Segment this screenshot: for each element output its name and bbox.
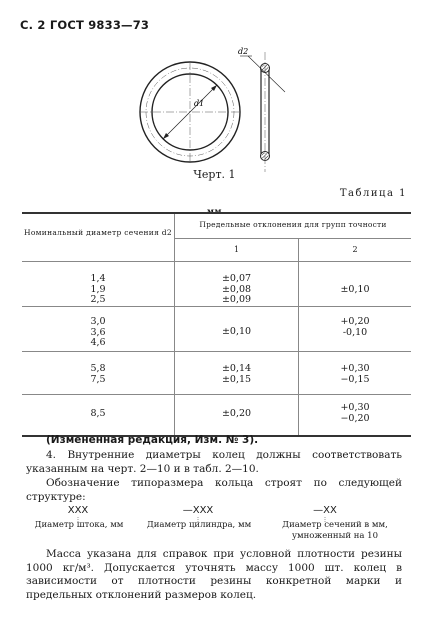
header-cell-group-2: [299, 239, 412, 262]
d2-label: d2: [238, 47, 249, 56]
paragraph-mass: Масса указана для справок при условной плотности резины 1000 кг/м³. Допускается уточнять массу 1000 шт. колец в зависимости от плотности резины конкретной марки и предельных отклонений размеров колец.: [26, 548, 402, 601]
cell-g1: ±0,07: [221, 273, 252, 284]
cell-g1: ±0,08: [221, 283, 252, 295]
cell-g1: ±0,15: [221, 373, 252, 385]
table-caption: Таблица 1: [339, 188, 407, 199]
cell-g2: −0,15: [340, 373, 370, 385]
cell-d2: 7,5: [90, 373, 106, 385]
designation-label-rod: Диаметр штока, мм: [34, 520, 124, 530]
designation-label-cylinder: Диаметр цилиндра, мм: [146, 520, 252, 530]
cell-g2: +0,30: [340, 402, 370, 413]
table-row: [22, 352, 411, 395]
paragraph-designation: Обозначение типоразмера кольца строят по следующей структуре:: [26, 477, 402, 503]
cell-g2: +0,20: [340, 316, 370, 327]
group-header: Предельные отклонения для групп точности: [199, 220, 387, 229]
col-header-diameter: Номинальный диаметр сечения d2: [24, 228, 172, 237]
designation-part-section: —ХХ: [313, 505, 337, 516]
cell-d2: 1,4: [90, 273, 106, 284]
amendment-note: (Измененная редакция, Изм. № 3).: [46, 434, 259, 446]
cell-d2: 3,6: [90, 326, 106, 338]
paragraph-4: 4. Внутренние диаметры колец должны соответствовать указанным на черт. 2—10 и в табл. 2—10.: [26, 449, 402, 475]
figure-caption: Черт. 1: [193, 168, 236, 181]
col-number-2: 2: [352, 245, 358, 254]
table-units: мм: [207, 206, 222, 216]
page-header: С. 2 ГОСТ 9833—73: [20, 18, 150, 32]
cell-g2: -0,10: [342, 326, 368, 338]
header-cell-diameter: [22, 213, 175, 262]
o-ring-drawing: [120, 42, 300, 177]
ring-front-view: [140, 62, 240, 162]
tolerance-table: [22, 212, 411, 437]
d1-label: d1: [194, 99, 205, 108]
cell-g1: ±0,20: [221, 408, 252, 419]
cell-g2: −0,20: [340, 412, 370, 424]
designation-part-rod: ХХХ: [67, 505, 89, 516]
cell-g2: +0,30: [340, 363, 370, 374]
cell-d2: 2,5: [90, 294, 106, 305]
designation-part-cylinder: —ХХХ: [182, 505, 214, 516]
cell-d2: 8,5: [90, 408, 106, 419]
cell-d2: 3,0: [90, 316, 106, 327]
header-cell-group-1: [175, 239, 299, 262]
cell-g1: ±0,10: [221, 326, 252, 337]
col-number-1: 1: [233, 245, 240, 254]
cell-d2: 4,6: [90, 337, 106, 348]
cell-d2: 5,8: [90, 363, 106, 374]
cell-d2: 1,9: [90, 283, 106, 295]
cell-g2: ±0,10: [340, 284, 370, 295]
table-row: [22, 262, 411, 307]
cell-g1: ±0,09: [221, 294, 252, 305]
table-row: [22, 307, 411, 352]
table-row: [22, 395, 411, 437]
designation-label-section: Диаметр сечений в мм, умноженный на 10: [282, 520, 388, 541]
header-cell-groups: [175, 213, 412, 239]
ring-side-view: [238, 47, 285, 172]
cell-g1: ±0,14: [221, 363, 252, 374]
